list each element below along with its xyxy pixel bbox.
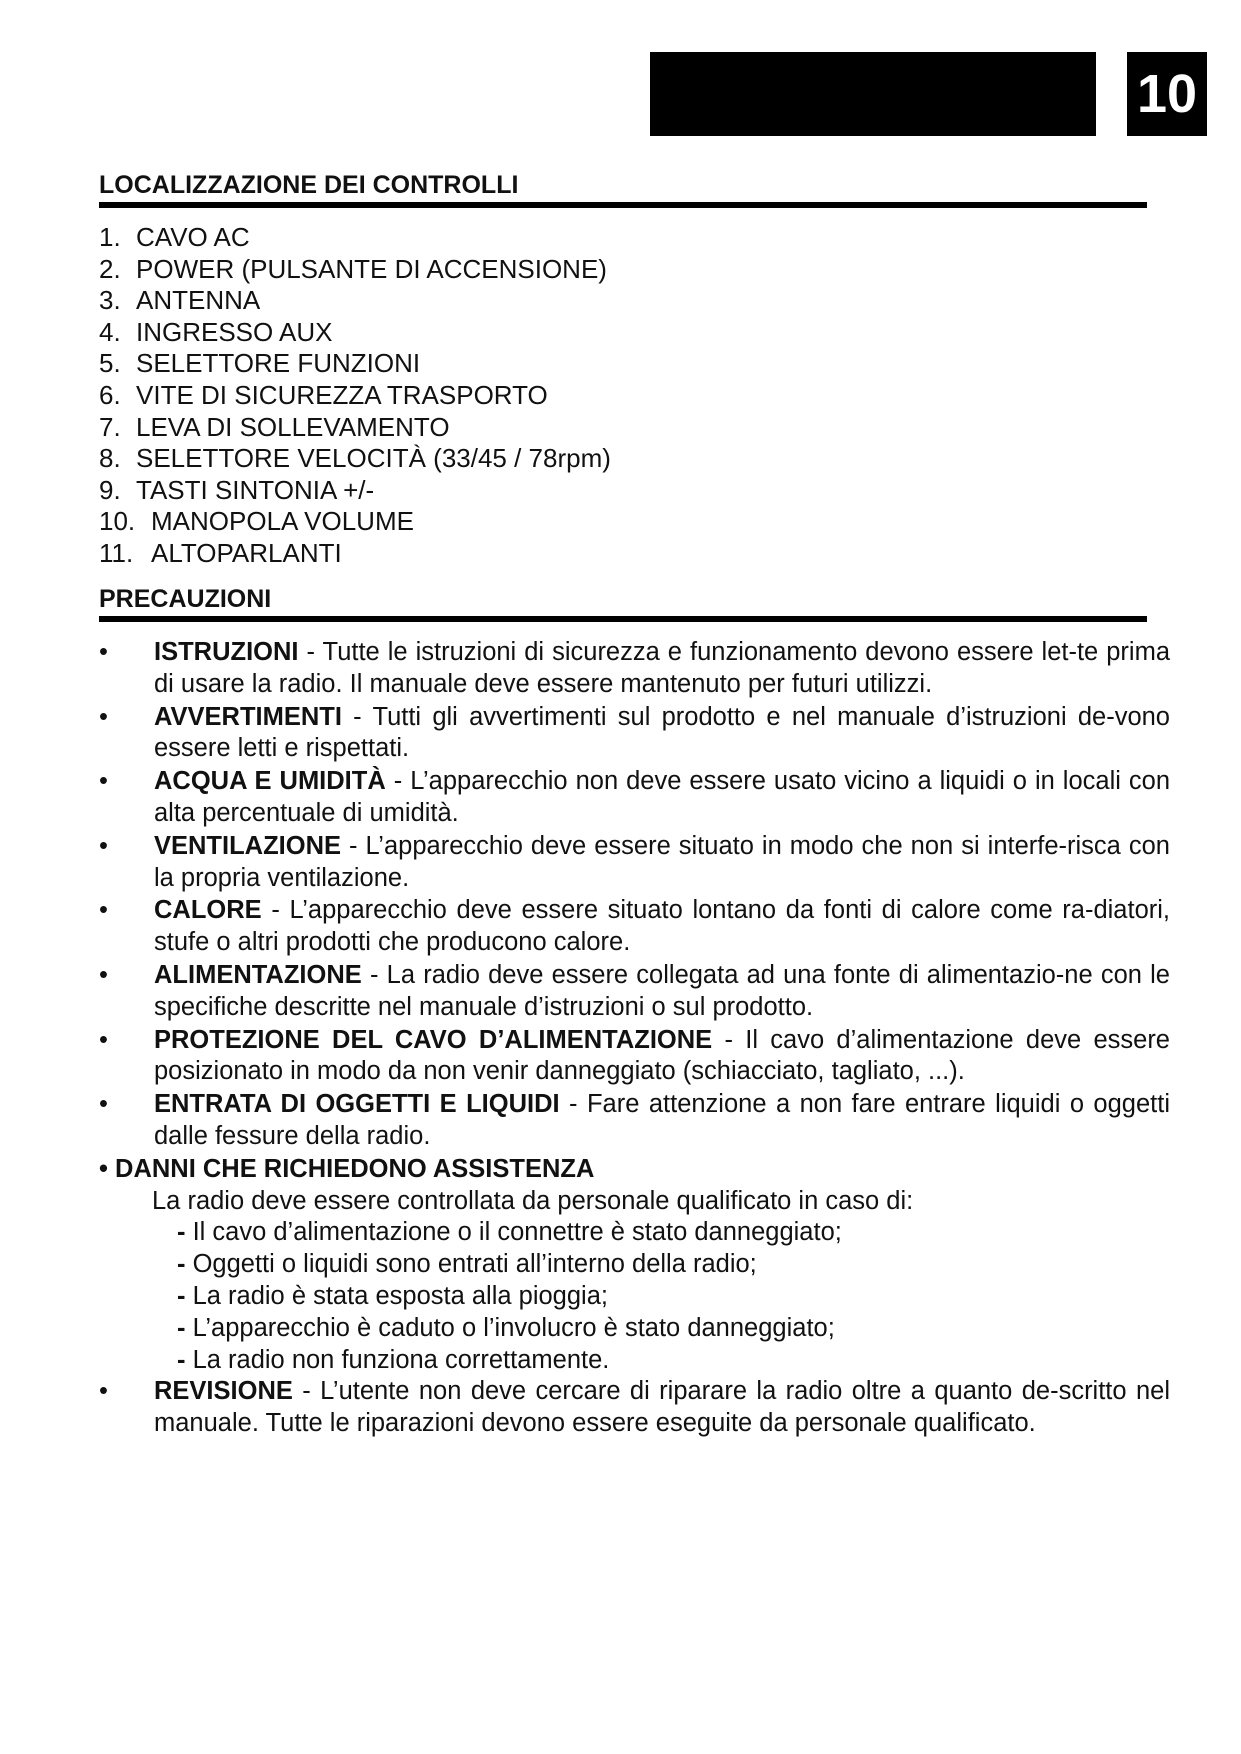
page-number: 10 xyxy=(1127,52,1207,136)
list-item xyxy=(99,412,611,444)
subitem-text: Il cavo d’alimentazione o il connettre è stato danneggiato; xyxy=(185,1218,842,1247)
bullet-icon: • xyxy=(99,1025,108,1054)
item-term: VENTILAZIONE xyxy=(154,831,342,860)
item-term: AVVERTIMENTI xyxy=(154,702,342,731)
subitem-text: La radio è stata esposta alla pioggia; xyxy=(185,1281,608,1310)
item-text: ANTENNA xyxy=(136,285,261,316)
bullet-icon: • xyxy=(99,1154,108,1183)
dash-icon: - xyxy=(177,1281,186,1310)
list-item xyxy=(99,506,611,538)
dash-icon: - xyxy=(177,1250,186,1279)
item-number: 10. xyxy=(99,506,136,537)
item-text: - Fare attenzione a non fare entrare liquidi o oggetti dalle fessure della radio. xyxy=(154,1090,1170,1150)
list-item xyxy=(99,766,1170,830)
item-text: - Tutte le istruzioni di sicurezza e funzionamento devono essere let-te prima di usare la radio. Il manuale deve essere mantenuto per futuri utilizzi. xyxy=(154,638,1170,698)
item-number: 7. xyxy=(99,411,121,442)
item-text: TASTI SINTONIA +/- xyxy=(136,474,375,505)
bullet-icon: • xyxy=(99,1377,108,1406)
dash-icon: - xyxy=(177,1313,186,1342)
list-item xyxy=(99,702,1170,766)
precautions-list xyxy=(99,637,1170,1441)
list-item xyxy=(99,380,611,412)
dash-icon: - xyxy=(177,1218,186,1247)
item-text: VITE DI SICUREZZA TRASPORTO xyxy=(136,379,548,410)
item-text: ALTOPARLANTI xyxy=(151,537,342,568)
item-number: 11. xyxy=(99,537,134,568)
list-item xyxy=(99,1089,1170,1153)
item-text: SELETTORE VELOCITÀ (33/45 / 78rpm) xyxy=(136,443,611,474)
item-text: SELETTORE FUNZIONI xyxy=(136,348,421,379)
subitem-text: Oggetti o liquidi sono entrati all’interno della radio; xyxy=(185,1250,757,1279)
item-term: ACQUA E UMIDITÀ xyxy=(154,767,386,796)
service-damage-block xyxy=(99,1154,1170,1377)
section-title-controls: LOCALIZZAZIONE DEI CONTROLLI xyxy=(99,171,519,199)
item-term: ALIMENTAZIONE xyxy=(154,960,362,989)
item-text: INGRESSO AUX xyxy=(136,316,333,347)
item-number: 3. xyxy=(99,285,121,316)
item-term: ISTRUZIONI xyxy=(154,638,299,666)
item-text: POWER (PULSANTE DI ACCENSIONE) xyxy=(136,253,607,284)
list-item xyxy=(99,348,611,380)
section-title-precautions: PRECAUZIONI xyxy=(99,585,272,613)
item-term: REVISIONE xyxy=(154,1377,293,1406)
list-item xyxy=(99,1313,1170,1345)
item-term: CALORE xyxy=(154,896,262,925)
bullet-icon: • xyxy=(99,831,108,860)
list-item xyxy=(99,222,611,254)
list-item xyxy=(99,317,611,349)
list-item xyxy=(99,538,611,570)
service-damage-title: DANNI CHE RICHIEDONO ASSISTENZA xyxy=(115,1154,595,1183)
list-item xyxy=(99,1249,1170,1281)
item-number: 6. xyxy=(99,379,121,410)
section-rule-controls xyxy=(99,202,1147,208)
list-item xyxy=(99,443,611,475)
item-number: 1. xyxy=(99,222,121,252)
item-text: LEVA DI SOLLEVAMENTO xyxy=(136,411,450,442)
item-text: - La radio deve essere collegata ad una fonte di alimentazio-ne con le specifiche descritte nel manuale d’istruzioni o sul prodotto. xyxy=(154,960,1170,1021)
item-number: 9. xyxy=(99,474,121,505)
bullet-icon: • xyxy=(99,767,108,796)
service-damage-intro: La radio deve essere controllata da personale qualificato in caso di: xyxy=(152,1186,914,1215)
list-item xyxy=(99,1345,1170,1377)
item-text: - Tutti gli avvertimenti sul prodotto e nel manuale d’istruzioni de-vono essere letti e rispettati. xyxy=(154,702,1170,763)
subitem-text: La radio non funziona correttamente. xyxy=(185,1345,610,1374)
bullet-icon: • xyxy=(99,638,108,666)
item-number: 2. xyxy=(99,253,121,284)
list-item xyxy=(99,960,1170,1024)
section-rule-precautions xyxy=(99,616,1147,622)
list-item xyxy=(99,254,611,286)
list-item xyxy=(99,1217,1170,1249)
item-text: - L’apparecchio deve essere situato in modo che non si interfe-risca con la propria ventilazione. xyxy=(154,831,1170,892)
list-item xyxy=(99,1376,1170,1440)
header-black-bar xyxy=(650,52,1096,136)
item-term: ENTRATA DI OGGETTI E LIQUIDI xyxy=(154,1090,560,1119)
service-damage-heading xyxy=(99,1154,1170,1186)
item-term: PROTEZIONE DEL CAVO D’ALIMENTAZIONE xyxy=(154,1025,713,1054)
item-text: - L’utente non deve cercare di riparare la radio oltre a quanto de-scritto nel manuale. Tutte le riparazioni devono essere eseguite da personale qualificato. xyxy=(154,1377,1170,1438)
bullet-icon: • xyxy=(99,896,108,925)
dash-icon: - xyxy=(177,1345,186,1374)
list-item xyxy=(99,637,1170,701)
list-item xyxy=(99,1281,1170,1313)
controls-list xyxy=(99,222,611,570)
list-item xyxy=(99,1025,1170,1089)
subitem-text: L’apparecchio è caduto o l’involucro è stato danneggiato; xyxy=(185,1313,835,1342)
bullet-icon: • xyxy=(99,960,108,989)
item-text: CAVO AC xyxy=(136,222,250,252)
list-item xyxy=(99,831,1170,895)
bullet-icon: • xyxy=(99,702,108,731)
item-number: 5. xyxy=(99,348,121,379)
list-item xyxy=(99,895,1170,959)
item-text: - L’apparecchio non deve essere usato vicino a liquidi o in locali con alta percentuale di umidità. xyxy=(154,767,1170,827)
list-item xyxy=(99,475,611,507)
item-text: MANOPOLA VOLUME xyxy=(151,506,414,537)
bullet-icon: • xyxy=(99,1090,108,1119)
item-text: - L’apparecchio deve essere situato lontano da fonti di calore come ra-diatori, stufe o altri prodotti che producono calore. xyxy=(154,896,1170,957)
item-number: 4. xyxy=(99,316,121,347)
item-text: - Il cavo d’alimentazione deve essere posizionato in modo da non venir danneggiato (schiacciato, tagliato, ...). xyxy=(154,1025,1170,1086)
item-number: 8. xyxy=(99,443,121,474)
list-item xyxy=(99,285,611,317)
